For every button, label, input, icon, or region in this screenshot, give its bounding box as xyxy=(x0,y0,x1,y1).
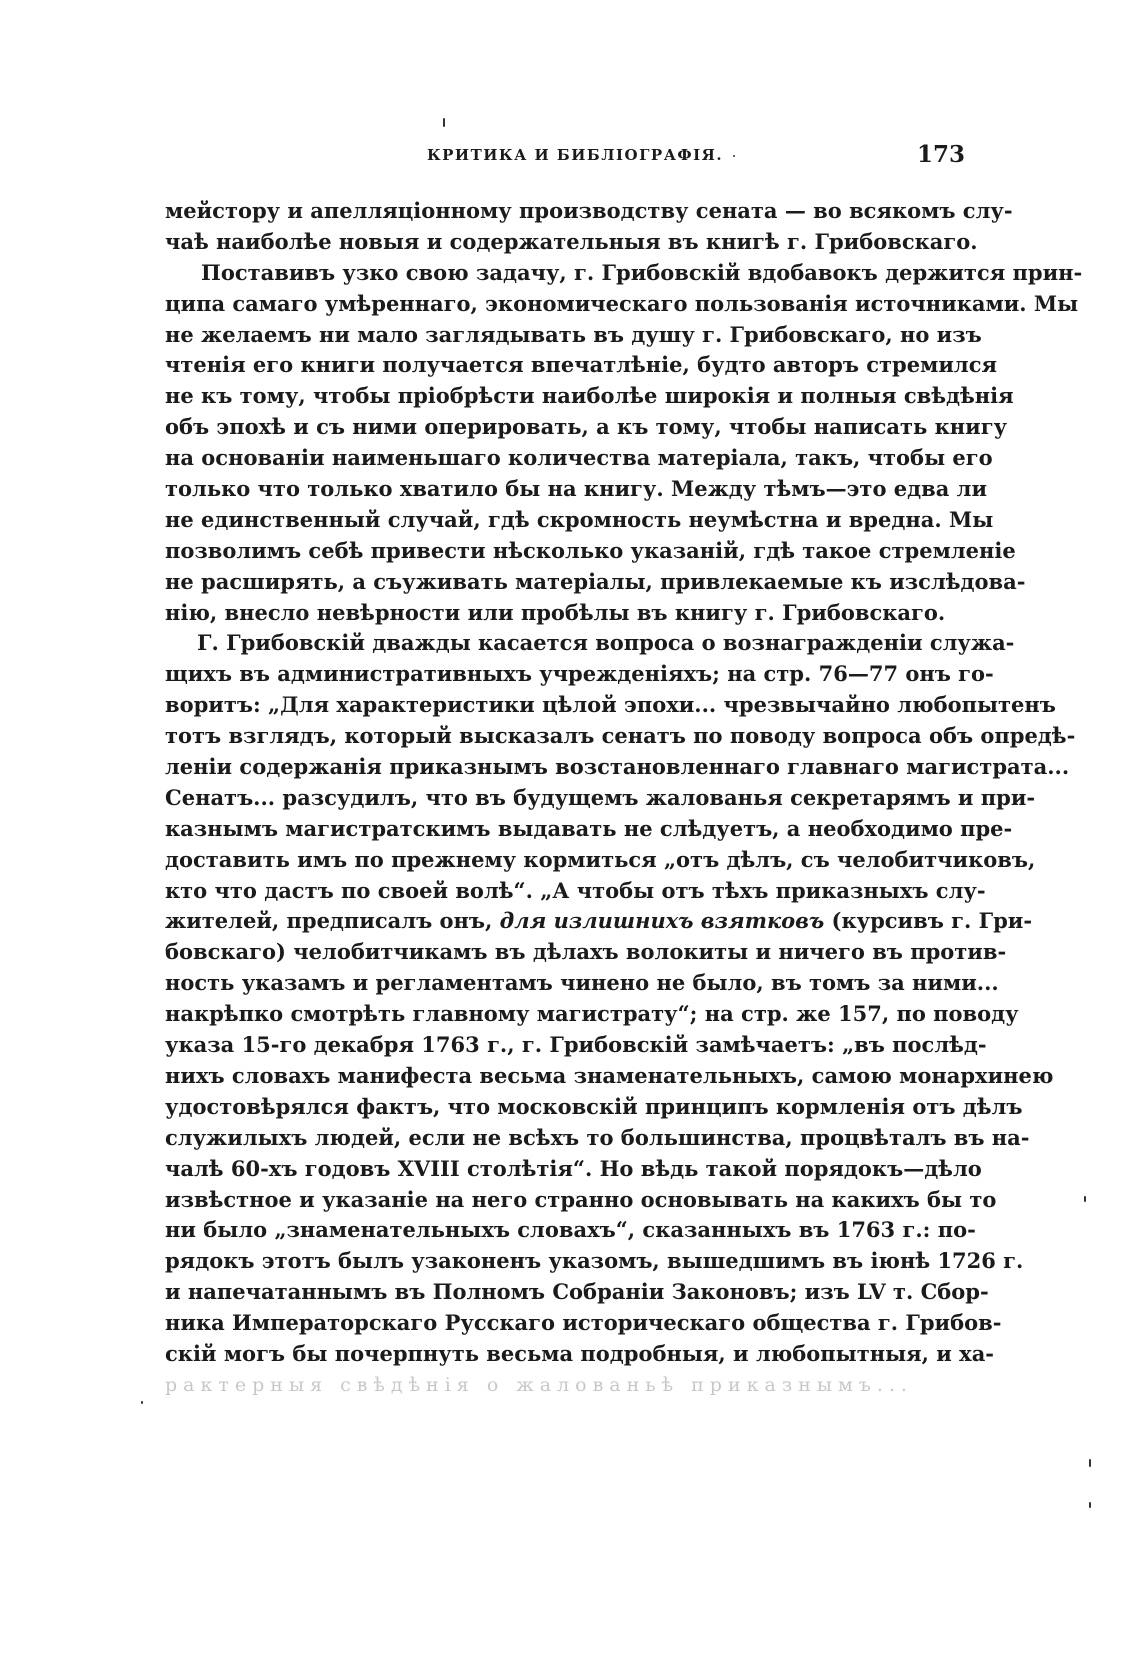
text-line: накрѣпко смотрѣть главному магистрату“; на стр. же 157, по поводу xyxy=(165,1001,1019,1027)
text-line: кто что дастъ по своей волѣ“. „А чтобы отъ тѣхъ приказныхъ слу- xyxy=(165,877,986,903)
text-line: бовскаго) челобитчикамъ въ дѣлахъ волокиты и ничего въ против- xyxy=(165,939,1007,965)
text-line: скій могъ бы почерпнуть весьма подробныя, и любопытныя, и ха- xyxy=(165,1340,995,1366)
scan-speck xyxy=(733,155,735,157)
scan-speck xyxy=(141,1401,143,1404)
text-line: объ эпохѣ и съ ними оперировать, а къ тому, чтобы написать книгу xyxy=(165,414,1008,440)
text-line: тотъ взглядъ, который высказалъ сенатъ по поводу вопроса объ опредѣ- xyxy=(165,723,1076,749)
text-segment: жителей, предписалъ онъ, xyxy=(165,908,500,934)
text-line: не единственный случай, гдѣ скромность неумѣстна и вредна. Мы xyxy=(165,506,994,532)
text-line: ципа самаго умѣреннаго, экономическаго пользованія источниками. Мы xyxy=(165,290,1079,316)
italic-phrase: для излишнихъ взятковъ xyxy=(499,908,825,934)
scan-speck xyxy=(1089,1502,1091,1508)
text-line: воритъ: „Для характеристики цѣлой эпохи... чрезвычайно любопытенъ xyxy=(165,692,1056,718)
paragraph-start-line: Поставивъ узко свою задачу, г. Грибовскій вдобавокъ держится прин- xyxy=(201,259,1083,285)
text-line: леніи содержанія приказнымъ возстановленнаго главнаго магистрата... xyxy=(165,754,1070,780)
text-segment: (курсивъ г. Гри- xyxy=(824,908,1033,934)
text-line: рядокъ этотъ былъ узаконенъ указомъ, вышедшимъ въ іюнѣ 1726 г. xyxy=(165,1248,1024,1274)
faded-partial-line: рактерныя свѣдѣнія о жалованьѣ приказнымъ... xyxy=(165,1373,913,1396)
scan-speck xyxy=(443,118,445,127)
text-line: только что только хватило бы на книгу. Между тѣмъ—это едва ли xyxy=(165,476,988,502)
text-line: чаѣ наиболѣе новыя и содержательныя въ книгѣ г. Грибовскаго. xyxy=(165,228,978,254)
text-line: доставить имъ по прежнему кормиться „отъ дѣлъ, съ челобитчиковъ, xyxy=(165,846,1036,872)
text-line: нію, внесло невѣрности или пробѣлы въ книгу г. Грибовскаго. xyxy=(165,599,946,625)
text-line: не къ тому, чтобы пріобрѣсти наиболѣе широкія и полныя свѣдѣнія xyxy=(165,383,1014,409)
text-line: Сенатъ... разсудилъ, что въ будущемъ жалованья секретарямъ и при- xyxy=(165,784,1036,810)
scan-speck xyxy=(1089,1459,1091,1467)
text-line: нихъ словахъ манифеста весьма знаменательныхъ, самою монархинею xyxy=(165,1062,1054,1088)
body-text xyxy=(165,196,1083,1400)
text-line: ника Императорскаго Русскаго историческаго общества г. Грибов- xyxy=(165,1310,1002,1336)
text-line: извѣстное и указаніе на него странно основывать на какихъ бы то xyxy=(165,1186,997,1212)
text-line-with-italic xyxy=(165,906,1033,937)
page-header xyxy=(165,141,965,173)
text-line: щихъ въ административныхъ учрежденіяхъ; на стр. 76—77 онъ го- xyxy=(165,661,994,687)
text-line: ни было „знаменательныхъ словахъ“, сказанныхъ въ 1763 г.: по- xyxy=(165,1217,976,1243)
text-line: удостовѣрялся фактъ, что московскій принципъ кормленія отъ дѣлъ xyxy=(165,1093,1023,1119)
text-line: чалѣ 60-хъ годовъ XVIII столѣтія“. Но вѣдь такой порядокъ—дѣло xyxy=(165,1155,982,1181)
text-line: служилыхъ людей, если не всѣхъ то большинства, процвѣталъ въ на- xyxy=(165,1124,1030,1150)
text-line: на основаніи наименьшаго количества матеріала, такъ, чтобы его xyxy=(165,445,993,471)
running-title: КРИТИКА И БИБЛІОГРАФІЯ. xyxy=(427,146,724,164)
text-line: казнымъ магистратскимъ выдавать не слѣдуетъ, а необходимо пре- xyxy=(165,815,1013,841)
paragraph-start-line: Г. Грибовскій дважды касается вопроса о вознагражденіи служа- xyxy=(197,630,1015,656)
page-number: 173 xyxy=(916,141,965,168)
text-line: и напечатаннымъ въ Полномъ Собраніи Законовъ; изъ LV т. Сбор- xyxy=(165,1279,989,1305)
text-line: ность указамъ и регламентамъ чинено не было, въ томъ за ними... xyxy=(165,970,999,996)
text-line: не желаемъ ни мало заглядывать въ душу г. Грибовскаго, но изъ xyxy=(165,321,982,347)
text-line: чтенія его книги получается впечатлѣніе, будто авторъ стремился xyxy=(165,352,998,378)
scan-speck xyxy=(1084,1196,1086,1202)
text-line: указа 15-го декабря 1763 г., г. Грибовскій замѣчаетъ: „въ послѣд- xyxy=(165,1032,987,1058)
text-line: позволимъ себѣ привести нѣсколько указаній, гдѣ такое стремленіе xyxy=(165,537,1016,563)
text-line: не расширять, а съуживать матеріалы, привлекаемые къ изслѣдова- xyxy=(165,568,1026,594)
text-line: мейстору и апелляціонному производству сената — во всякомъ слу- xyxy=(165,198,1013,223)
